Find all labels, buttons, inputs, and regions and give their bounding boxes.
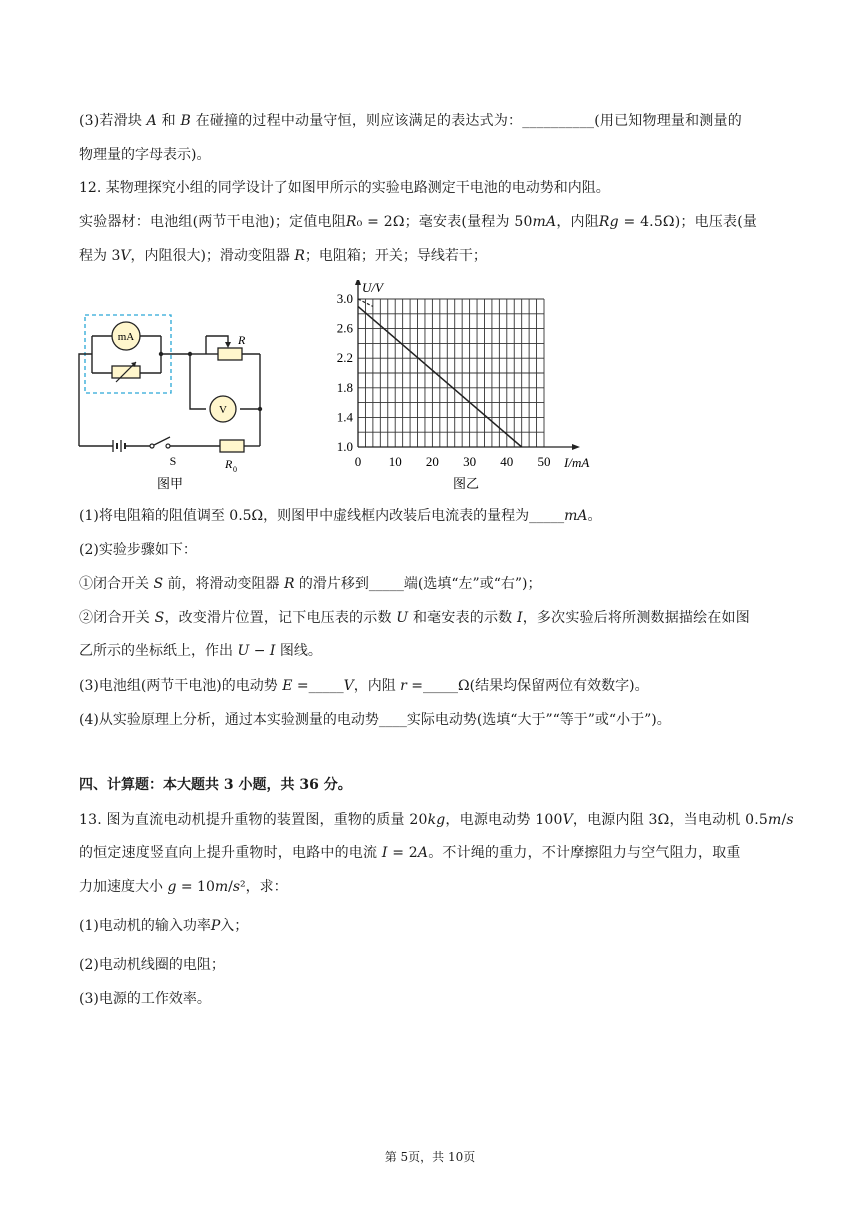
q13-stem-line1: 13. 图为直流电动机提升重物的装置图，重物的质量 20𝑘𝑔，电源电动势 100𝑉，电源内阻 3Ω，当电动机 0.5𝑚/𝑠 xyxy=(79,812,794,828)
x-tick-label: 20 xyxy=(425,454,439,469)
voltmeter-label: V xyxy=(219,404,227,416)
section-four-heading: 四、计算题：本大题共 3 小题，共 36 分。 xyxy=(79,777,352,793)
q13-sub2: (2)电动机线圈的电阻； xyxy=(79,957,225,973)
q12-part2-step2-line2: 乙所示的坐标纸上，作出 𝑈 − 𝐼 图线。 xyxy=(79,643,322,659)
y-axis-label: U/V xyxy=(362,280,383,295)
q12-part2-step1: ①闭合开关 𝑆 前，将滑动变阻器 𝑅 的滑片移到_____端(选填“左”或“右”)； xyxy=(79,576,542,592)
q11-part3-line1: (3)若滑块 𝐴 和 𝐵 在碰撞的过程中动量守恒，则应该满足的表达式为：__________(用已知物理量和测量的 xyxy=(79,113,742,129)
x-tick-label: 10 xyxy=(388,454,402,469)
x-tick-label: 30 xyxy=(463,454,477,469)
y-tick-label: 2.2 xyxy=(336,350,353,366)
q12-part3: (3)电池组(两节干电池)的电动势 𝐸 =_____𝑉，内阻 𝑟 =_____Ω(结果均保留两位有效数字)。 xyxy=(79,678,649,694)
rheostat-label: R xyxy=(238,333,246,347)
q13-sub1: (1)电动机的输入功率𝑃入； xyxy=(79,918,249,934)
q13-sub3: (3)电源的工作效率。 xyxy=(79,991,211,1007)
x-tick-label: 40 xyxy=(500,454,514,469)
switch-label: S xyxy=(169,454,177,468)
y-tick-label: 1.8 xyxy=(336,379,353,395)
milliammeter-label: mA xyxy=(117,331,135,343)
q13-stem-line3: 力加速度大小 𝑔 = 10𝑚/𝑠²，求： xyxy=(79,879,288,895)
q11-part3-line2: 物理量的字母表示)。 xyxy=(79,147,211,163)
fixed-resistor-icon xyxy=(220,440,244,452)
x-tick-labels xyxy=(355,454,551,469)
figure-jia-caption: 图甲 xyxy=(156,476,184,491)
y-tick-labels xyxy=(337,291,354,454)
q13-stem-line2: 的恒定速度竖直向上提升重物时，电路中的电流 𝐼 = 2𝐴。不计绳的重力，不计摩擦阻力与空气阻力，取重 xyxy=(79,845,741,861)
page-footer: 第 5页，共 10页 xyxy=(384,1150,476,1164)
x-tick-label: 0 xyxy=(354,454,362,469)
rheostat-icon xyxy=(218,348,242,360)
y-tick-label: 1.0 xyxy=(336,439,353,454)
q12-part2: (2)实验步骤如下： xyxy=(79,542,197,558)
switch-icon xyxy=(150,444,154,448)
q12-equipment-line1: 实验器材：电池组(两节干电池)；定值电阻𝑅₀ = 2Ω；毫安表(量程为 50𝑚𝐴，内阻𝑅𝑔 = 4.5Ω)；电压表(量 xyxy=(79,214,758,230)
figure-yi-caption: 图乙 xyxy=(452,476,480,491)
q12-equipment-line2: 程为 3𝑉，内阻很大)；滑动变阻器 𝑅；电阻箱；开关；导线若干； xyxy=(79,248,487,264)
chart-grid xyxy=(358,299,544,447)
fixed-resistor-label: R xyxy=(225,457,233,471)
u-i-chart xyxy=(320,280,610,495)
x-axis-arrow-icon xyxy=(572,444,580,450)
circuit-diagram xyxy=(70,300,270,500)
x-tick-label: 50 xyxy=(537,454,551,469)
fixed-resistor-subscript: 0 xyxy=(233,465,237,474)
chart-axes xyxy=(355,280,580,450)
y-tick-label: 1.4 xyxy=(336,409,353,425)
y-tick-label: 3.0 xyxy=(336,291,353,306)
q12-stem: 12. 某物理探究小组的同学设计了如图甲所示的实验电路测定干电池的电动势和内阻。 xyxy=(79,180,610,196)
q12-part4: (4)从实验原理上分析，通过本实验测量的电动势____实际电动势(选填“大于”“等于”或“小于”)。 xyxy=(79,712,671,728)
x-axis-label: I/mA xyxy=(564,455,590,470)
q12-part1: (1)将电阻箱的阻值调至 0.5Ω，则图甲中虚线框内改装后电流表的量程为_____𝑚𝐴。 xyxy=(79,508,602,524)
y-axis-arrow-icon xyxy=(355,280,361,285)
y-tick-label: 2.6 xyxy=(336,320,353,336)
q12-part2-step2-line1: ②闭合开关 𝑆，改变滑片位置，记下电压表的示数 𝑈 和毫安表的示数 𝐼，多次实验后将所测数据描绘在如图 xyxy=(79,610,750,626)
